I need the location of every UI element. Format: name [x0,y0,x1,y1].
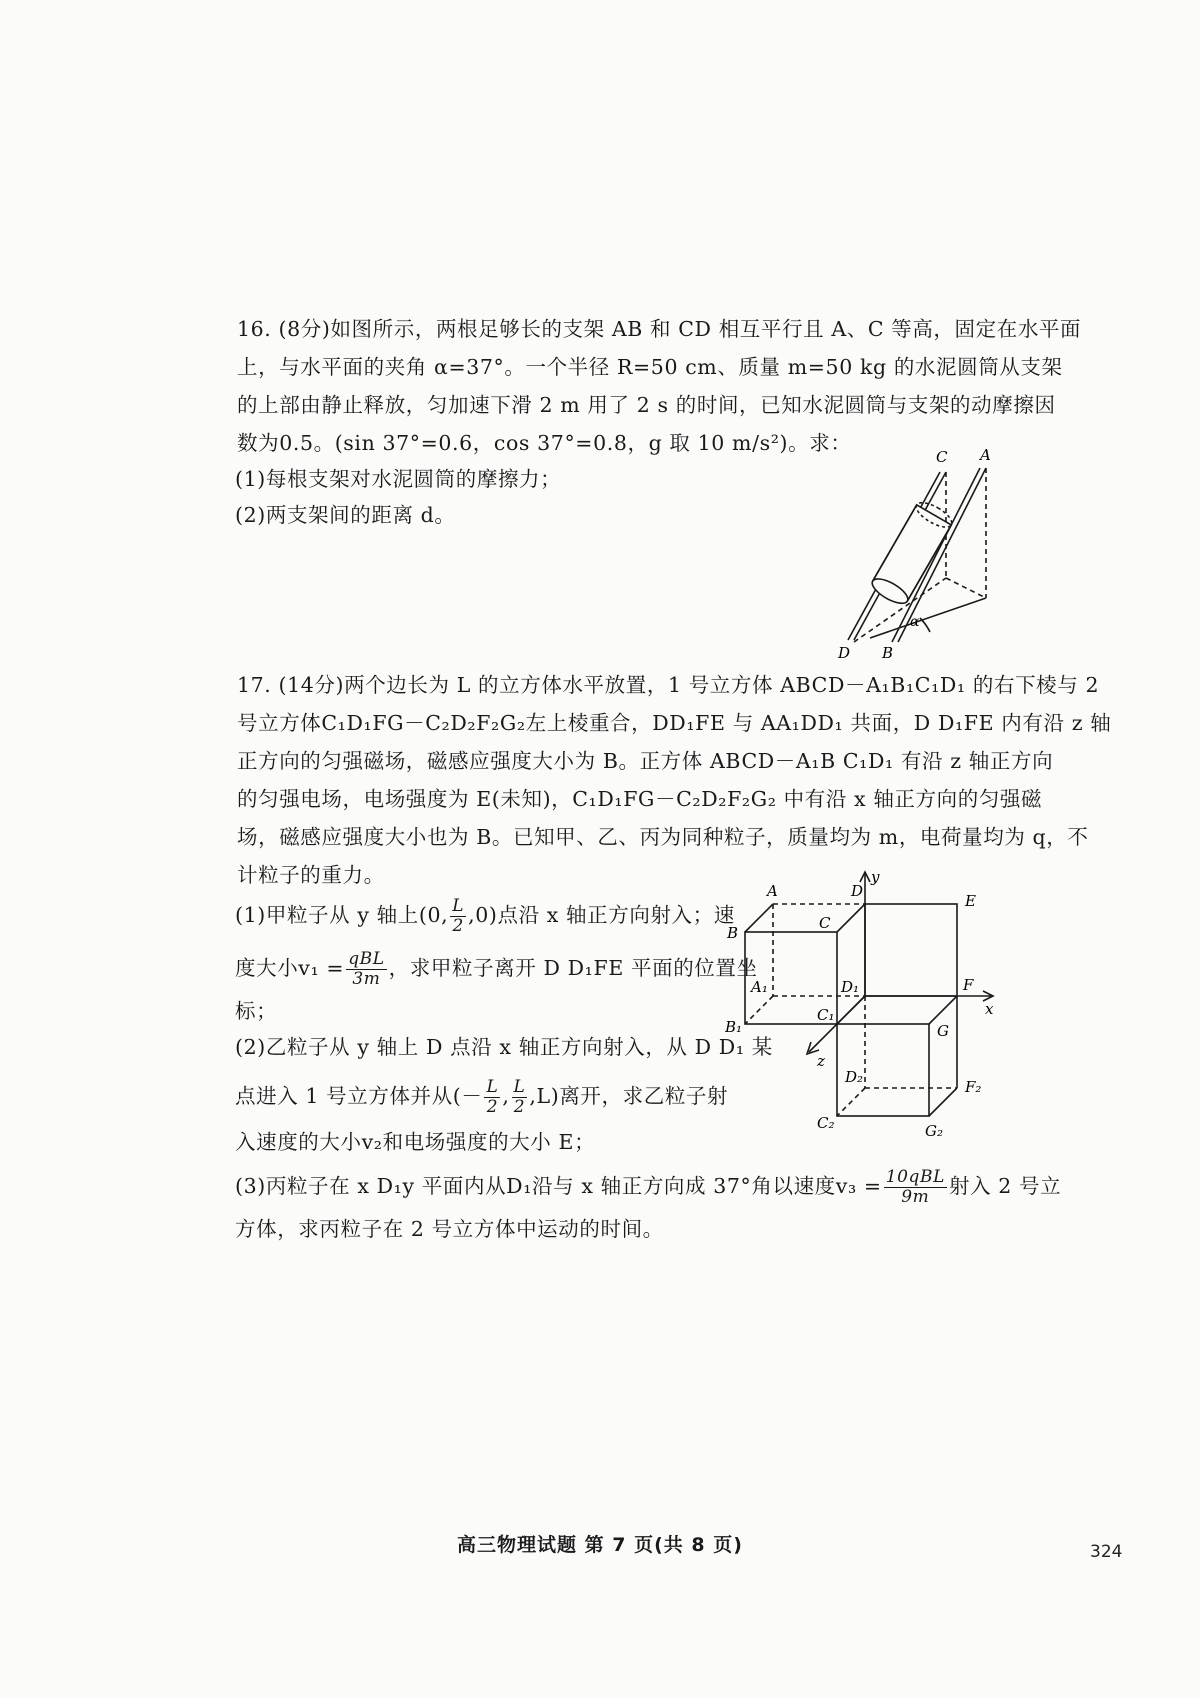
label-D: D [851,882,864,900]
label-C: C [819,914,831,932]
q17-p2-comma: , [502,1084,510,1108]
page-stamp: 324 [1090,1542,1123,1562]
q17-part-1-line-2 [235,950,758,989]
label-alpha: α [910,614,920,630]
q17-p3-text-b: 射入 2 号立 [948,1174,1062,1198]
label-B: B [882,644,894,658]
q17-p3-text-a: (3)丙粒子在 x D₁y 平面内从D₁沿与 x 轴正方向成 37°角以速度v₃ = [235,1174,882,1198]
q17-line-5: 场，磁感应强度大小也为 B。已知甲、乙、丙为同种粒子，质量均为 m，电荷量均为 q，不 [237,825,1089,849]
label-C: C [936,448,948,466]
q17-line-4: 的匀强电场，电场强度为 E(未知)，C₁D₁FG－C₂D₂F₂G₂ 中有沿 x 轴正方向的匀强磁 [237,787,1043,811]
q17-part-1-line-3: 标； [235,999,278,1023]
q17-part-3-line-1 [235,1168,1061,1207]
fraction-v1 [346,950,386,989]
q16-part-2: (2)两支架间的距离 d。 [235,503,456,527]
q17-p1-text-a: (1)甲粒子从 y 轴上(0, [235,903,449,927]
q17-line-2: 号立方体C₁D₁FG－C₂D₂F₂G₂左上棱重合，DD₁FE 与 AA₁DD₁ 共面，D D₁FE 内有沿 z 轴 [237,711,1112,735]
q17-part-1-line-1 [235,897,735,936]
label-B1: B₁ [725,1018,743,1036]
frac-num: L [452,896,465,916]
q17-part-2-line-3: 入速度的大小v₂和电场强度的大小 E； [235,1130,596,1154]
cubes-figure [725,870,1005,1145]
label-x: x [985,1000,994,1018]
q17-part-2-line-1: (2)乙粒子从 y 轴上 D 点沿 x 轴正方向射入，从 D D₁ 某 [235,1035,773,1059]
label-z: z [817,1052,825,1070]
q17-p2-text-d: ,L)离开，求乙粒子射 [529,1084,729,1108]
frac-num: L [486,1077,499,1097]
label-C1: C₁ [817,1006,835,1024]
frac-den: 2 [452,916,464,936]
q16-line-4: 数为0.5。(sin 37°=0.6，cos 37°=0.8，g 取 10 m/s²)。求： [237,431,852,455]
label-A: A [767,882,778,900]
label-G2: G₂ [925,1122,943,1140]
q17-p2-text-b: 点进入 1 号立方体并从(－ [235,1084,483,1108]
fraction-L-over-2-b [512,1078,528,1117]
q17-p1-text-c: 度大小v₁ = [235,956,345,980]
label-C2: C₂ [817,1114,835,1132]
q17-line-1: 17. (14分)两个边长为 L 的立方体水平放置，1 号立方体 ABCD－A₁B₁C₁D₁ 的右下棱与 2 [237,673,1100,697]
label-B: B [727,924,739,942]
label-D2: D₂ [845,1068,864,1086]
frac-den: 2 [513,1097,526,1117]
label-D: D [838,644,851,658]
q16-line-3: 的上部由静止释放，匀加速下滑 2 m 用了 2 s 的时间，已知水泥圆筒与支架的动摩擦因 [237,393,1056,417]
label-D1: D₁ [841,978,860,996]
label-A1: A₁ [751,978,768,996]
q17-line-6: 计粒子的重力。 [237,863,385,887]
frac-num: 10qBL [885,1167,945,1187]
frac-num: qBL [348,949,385,969]
support-incline-figure [830,448,1010,658]
frac-den: 2 [486,1097,499,1117]
label-F2: F₂ [965,1078,982,1096]
frac-num: L [513,1077,526,1097]
q17-part-3-line-2: 方体，求丙粒子在 2 号立方体中运动的时间。 [235,1217,664,1241]
q17-p1-text-b: ,0)点沿 x 轴正方向射入；速 [468,903,735,927]
label-F: F [963,976,974,994]
fraction-L-over-2 [450,897,466,936]
q17-line-3: 正方向的匀强磁场，磁感应强度大小为 B。正方体 ABCD－A₁B C₁D₁ 有沿 z 轴正方向 [237,749,1054,773]
q17-p1-text-d: ，求甲粒子离开 D D₁FE 平面的位置坐 [388,956,758,980]
frac-den: 9m [901,1187,930,1207]
label-A: A [980,448,991,464]
label-y: y [871,870,880,886]
frac-den: 3m [352,969,381,989]
label-E: E [965,892,976,910]
q16-line-2: 上，与水平面的夹角 α=37°。一个半径 R=50 cm、质量 m=50 kg 的水泥圆筒从支架 [237,355,1063,379]
fraction-L-over-2-a [484,1078,500,1117]
q16-line-1: 16. (8分)如图所示，两根足够长的支架 AB 和 CD 相互平行且 A、C 等高，固定在水平面 [237,317,1082,341]
q16-part-1: (1)每根支架对水泥圆筒的摩擦力； [235,467,562,491]
q17-part-2-line-2 [235,1078,728,1117]
page-footer: 高三物理试题 第 7 页(共 8 页) [457,1534,743,1556]
label-G: G [937,1022,949,1040]
fraction-v3 [884,1168,947,1207]
